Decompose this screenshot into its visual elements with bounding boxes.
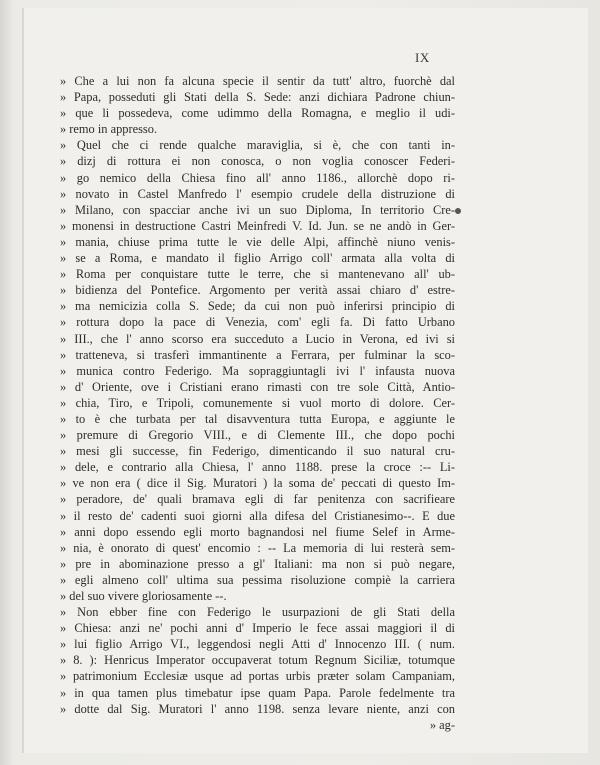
text-line: » Papa, posseduti gli Stati della S. Sede: anzi dichiara Padrone chiun- bbox=[60, 90, 455, 105]
text-line: » mesi gli successe, fin Federigo, dimenticando il suo natural cru- bbox=[60, 444, 455, 459]
text-line: » ma nemicizia colla S. Sede; da cui non può inferirsi principio di bbox=[60, 299, 455, 314]
text-line: » to è che turbata per tal disavventura tutta Europa, e aggiunte le bbox=[60, 411, 455, 426]
text-line: » rottura dopo la pace di Venezia, com' egli fa. Di fatto Urbano bbox=[60, 315, 455, 330]
text-line: » Quel che ci rende qualche maraviglia, si è, che con tanti in- bbox=[60, 138, 455, 153]
text-line: » peradore, de' quali bramava egli di far penitenza con sacrifieare bbox=[60, 492, 455, 507]
text-line: » ve non era ( dice il Sig. Muratori ) la soma de' peccati di questo Im- bbox=[60, 476, 455, 491]
text-line: » in qua tamen plus timebatur ipse quam Papa. Parole fedelmente tra bbox=[60, 685, 455, 700]
text-line: » tratteneva, si trasferì immantinente a Ferrara, per fulminar la sco- bbox=[60, 347, 455, 362]
text-line: » anni dopo essendo egli morto bagnandosi nel fiume Selef in Arme- bbox=[60, 524, 455, 539]
text-line: » mania, chiuse prima tutte le vie delle Alpi, affinchè niuno venis- bbox=[60, 234, 455, 249]
text-line: » remo in appresso. bbox=[60, 122, 158, 137]
text-line: » que li possedeva, come udimmo della Romagna, e meglio il udi- bbox=[60, 106, 455, 121]
text-line: » dizj di rottura ei non conosca, o non voglia conoscer Federi- bbox=[60, 154, 455, 169]
text-line: » ag- bbox=[429, 717, 455, 732]
text-line: » 8. ): Henricus Imperator occupaverat totum Regnum Siciliæ, totumque bbox=[60, 653, 455, 668]
text-line: » Che a lui non fa alcuna specie il sentir da tutt' altro, fuorchè dal bbox=[60, 74, 455, 88]
text-line: » premure di Gregorio VIII., e di Clemente III., che dopo pochi bbox=[60, 428, 455, 443]
text-line: » Non ebber fine con Federigo le usurpazioni de gli Stati della bbox=[60, 605, 455, 620]
text-line: » monensi in destructione Castri Meinfredi V. Id. Jun. se ne andò in Ger- bbox=[60, 218, 455, 233]
text-line: » del suo vivere gloriosamente --. bbox=[60, 589, 227, 603]
text-line: » go nemico della Chiesa fino all' anno 1186., allorchè dopo ri- bbox=[60, 170, 455, 185]
text-line: » Milano, con spacciar anche ivi un suo Diploma, In territorio Cre- bbox=[60, 202, 455, 217]
text-line: » il resto de' cadenti suoi giorni alla difesa del Cristianesimo--. E due bbox=[60, 508, 455, 523]
text-line: » III., che l' anno scorso era succeduto a Lucio in Verona, ed ivi si bbox=[60, 331, 455, 346]
text-line: » patrimonium Ecclesiæ usque ad portas urbis præter solam Campaniam, bbox=[60, 669, 455, 684]
text-line: » munica contro Federigo. Ma sopraggiuntagli ivi l' infausta nuova bbox=[60, 363, 455, 378]
page-number: IX bbox=[415, 50, 430, 65]
text-line: » lui figlio Arrigo VI., leggendosi negli Atti d' Innocenzo III. ( num. bbox=[60, 637, 455, 652]
text-line: » Chiesa: anzi ne' pochi anni d' Imperio le fece assai maggiori il di bbox=[60, 621, 455, 636]
text-line: » Roma per conquistare tutte le terre, che si mantenevano all' ub- bbox=[60, 267, 455, 282]
text-line: » chia, Tiro, e Tripoli, comunemente si vuol morto di dolore. Cer- bbox=[60, 395, 455, 410]
text-line: » dotte dal Sig. Muratori l' anno 1198. senza levare niente, anzi con bbox=[60, 701, 455, 716]
text-line: » pre in abominazione presso a gl' Italiani: ma non si può negare, bbox=[60, 556, 455, 571]
text-line: » dele, e contrario alla Chiesa, l' anno 1188. prese la croce :-- Li- bbox=[60, 460, 455, 475]
body-text bbox=[60, 73, 455, 733]
text-line: » se a Roma, e mandato il figlio Arrigo coll' armata alla volta di bbox=[60, 251, 455, 266]
text-line: » egli almeno coll' ultima sua pessima risoluzione compiè la carriera bbox=[60, 572, 455, 587]
text-line: » novato in Castel Manfredo l' esempio crudele della distruzione di bbox=[60, 186, 455, 201]
text-line: » bidienza del Pontefice. Argomento per verità assai chiaro d' estre- bbox=[60, 283, 455, 298]
text-line: » d' Oriente, ove i Cristiani erano rimasti con tre sole Città, Antio- bbox=[60, 379, 455, 394]
text-line: » nia, è onorato di quest' encomio : -- La memoria di lui resterà sem- bbox=[60, 540, 455, 555]
ink-spot bbox=[455, 208, 461, 214]
